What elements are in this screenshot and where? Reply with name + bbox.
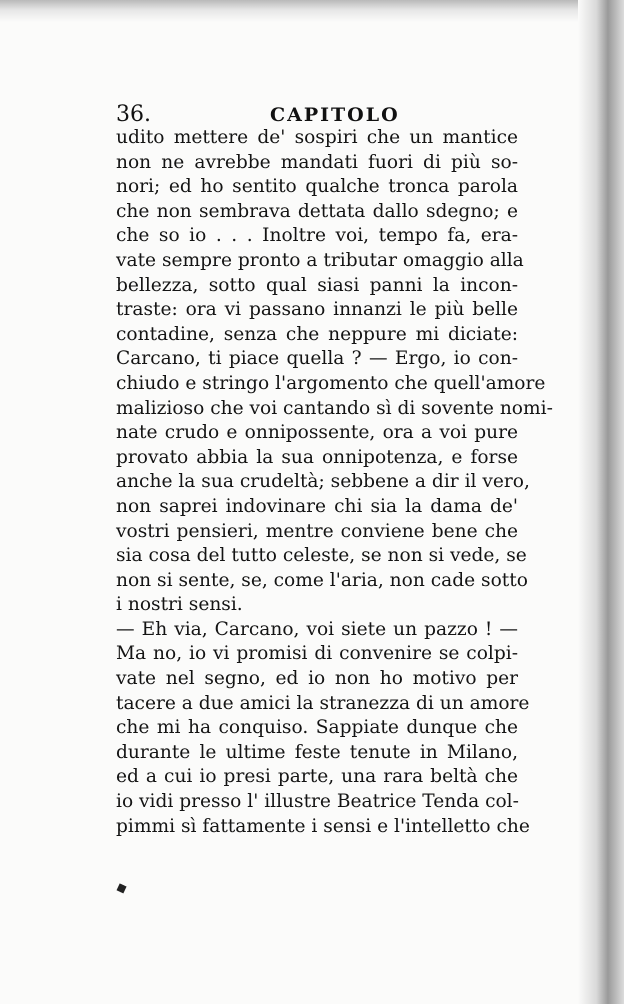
text-line: traste: ora vi passano innanzi le più belle bbox=[116, 299, 518, 321]
text-line: anche la sua crudeltà; sebbene a dir il vero, bbox=[116, 471, 530, 493]
text-line: contadine, senza che neppure mi diciate: bbox=[116, 323, 518, 345]
text-line: — Eh via, Carcano, voi siete un pazzo ! — bbox=[116, 618, 518, 640]
text-line: ed a cui io presi parte, una rara beltà che bbox=[116, 766, 518, 788]
text-line: non si sente, se, come l'aria, non cade sotto bbox=[116, 569, 528, 591]
text-line: Carcano, ti piace quella ? — Ergo, io con- bbox=[116, 348, 518, 370]
text-line: tacere a due amici la stranezza di un amore bbox=[116, 692, 530, 714]
text-line: Ma no, io vi promisi di convenire se colpi- bbox=[116, 643, 518, 665]
text-line: vate nel segno, ed io non ho motivo per bbox=[116, 668, 518, 690]
text-line: vostri pensieri, mentre conviene bene che bbox=[116, 520, 518, 542]
text-line: durante le ultime feste tenute in Milano, bbox=[116, 741, 518, 763]
text-line: provato abbia la sua onnipotenza, e forse bbox=[116, 446, 518, 468]
text-line: pimmi sì fattamente i sensi e l'intelletto che bbox=[116, 815, 530, 837]
text-line: udito mettere de' sospiri che un mantice bbox=[116, 127, 518, 148]
text-line: non ne avrebbe mandati fuori di più so- bbox=[116, 151, 518, 173]
text-line: chiudo e stringo l'argomento che quell'amore bbox=[116, 372, 546, 394]
page-binding-shadow bbox=[578, 0, 624, 1004]
text-line: non saprei indovinare chi sia la dama de' bbox=[116, 495, 518, 517]
text-line: vate sempre pronto a tributar omaggio alla bbox=[116, 249, 524, 271]
chapter-title: CAPITOLO bbox=[270, 104, 400, 126]
text-line: io vidi presso l' illustre Beatrice Tenda col- bbox=[116, 791, 519, 813]
text-line: nori; ed ho sentito qualche tronca parola bbox=[116, 176, 518, 198]
page-top-edge bbox=[0, 0, 624, 22]
text-line: che so io . . . Inoltre voi, tempo fa, era- bbox=[116, 225, 518, 247]
text-line: nate crudo e onnipossente, ora a voi pure bbox=[116, 422, 518, 444]
text-line: che mi ha conquiso. Sappiate dunque che bbox=[116, 717, 518, 739]
text-line: bellezza, sotto qual siasi panni la incon- bbox=[116, 274, 518, 296]
text-line: i nostri sensi. bbox=[116, 594, 243, 616]
text-line: che non sembrava dettata dallo sdegno; e bbox=[116, 200, 518, 222]
text-line: malizioso che voi cantando sì di sovente nomi- bbox=[116, 397, 553, 419]
page-number: 36. bbox=[116, 102, 151, 127]
body-text bbox=[116, 126, 553, 839]
text-line: sia cosa del tutto celeste, se non si vede, se bbox=[116, 545, 527, 567]
ink-speck-icon: ◆ bbox=[113, 878, 130, 898]
